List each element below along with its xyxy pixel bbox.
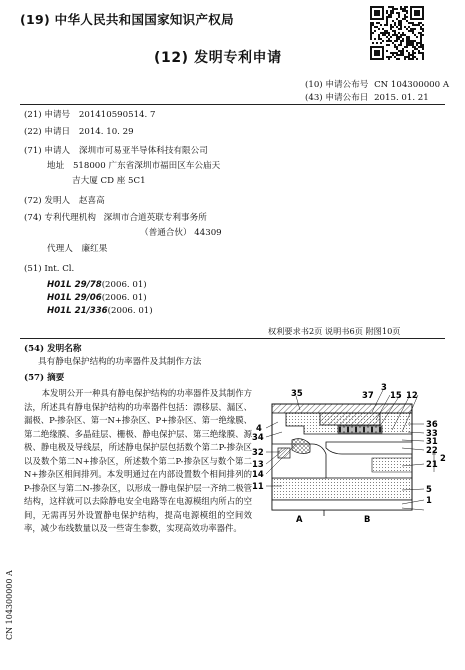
- label-33: 33: [426, 428, 438, 438]
- label-35: 35: [291, 388, 303, 398]
- inventor-label: (72) 发明人: [24, 196, 71, 206]
- label-31: 31: [426, 436, 438, 446]
- label-36: 36: [426, 419, 438, 429]
- label-2: 2: [440, 453, 446, 463]
- label-15: 15: [390, 390, 402, 400]
- pub-date-row: [305, 92, 429, 104]
- intcl-version: (2006. 01): [101, 293, 147, 303]
- agency-row: [24, 212, 207, 224]
- intcl-version: (2006. 01): [107, 306, 153, 316]
- agent-label: 代理人: [47, 244, 73, 254]
- applicant-name: 深圳市可易亚半导体科技有限公司: [78, 146, 208, 156]
- app-number-label: (21) 申请号: [24, 110, 71, 120]
- intcl-code: H01L 29/06: [47, 293, 102, 303]
- agency-line1: 深圳市合道英联专利事务所: [103, 213, 207, 223]
- page-summary: 权利要求书2页 说明书6页 附图10页: [268, 326, 401, 336]
- label-A: A: [296, 514, 303, 524]
- label-13: 13: [252, 459, 264, 469]
- invention-title: 具有静电保护结构的功率器件及其制作方法: [38, 357, 202, 367]
- office-name: (19) 中华人民共和国国家知识产权局: [20, 12, 234, 27]
- app-date-row: [24, 126, 134, 138]
- agency-label: (74) 专利代理机构: [24, 213, 96, 223]
- drain-region: [272, 500, 412, 510]
- label-5: 5: [426, 484, 432, 494]
- intcl-version: (2006. 01): [101, 280, 147, 290]
- intcl-code: H01L 21/336: [47, 306, 108, 316]
- pub-date: 2015. 01. 21: [374, 93, 429, 103]
- inventor-row: [24, 195, 105, 207]
- biblio-rule: [20, 338, 445, 339]
- p-minus-stripe: [355, 427, 357, 432]
- app-date: 2014. 10. 29: [78, 127, 134, 137]
- address-row: [47, 160, 220, 172]
- intcl-entry: [47, 305, 153, 317]
- abstract-body: [24, 387, 252, 536]
- applicant-row: [24, 145, 208, 157]
- label-3: 3: [381, 382, 387, 392]
- title-label: (54) 发明名称: [24, 344, 82, 354]
- p-minus-stripe: [363, 427, 365, 432]
- p-minus-stripe: [371, 427, 373, 432]
- label-B: B: [364, 514, 371, 524]
- app-number: 201410590514. 7: [78, 110, 156, 120]
- label-37: 37: [362, 390, 374, 400]
- esd-protection-layer: [338, 426, 382, 433]
- label-11: 11: [252, 481, 264, 491]
- intcl-label: (51) Int. Cl.: [24, 264, 75, 274]
- address-label: 地址: [47, 161, 65, 171]
- label-34: 34: [252, 432, 264, 442]
- n-plus-stripe: [367, 427, 369, 432]
- intcl-entry: [47, 292, 147, 304]
- abstract-label: (57) 摘要: [24, 373, 65, 383]
- label-21: 21: [426, 459, 438, 469]
- p-minus-stripe: [339, 427, 341, 432]
- drift-layer: [272, 478, 412, 500]
- label-1: 1: [426, 495, 432, 505]
- document-type: (12) 发明专利申请: [154, 50, 282, 66]
- qr-code: [370, 6, 424, 60]
- poly-layer: [326, 442, 412, 454]
- applicant-label: (71) 申请人: [24, 146, 71, 156]
- gate-electrode: [320, 413, 380, 425]
- label-4: 4: [256, 423, 262, 433]
- agent-name: 廉红果: [81, 244, 108, 254]
- n-plus-stripe: [375, 427, 377, 432]
- agent-row: [47, 243, 107, 255]
- label-22: 22: [426, 445, 438, 455]
- agency-line2: （普通合伙） 44309: [140, 228, 222, 238]
- field-region: [372, 458, 412, 472]
- intcl-code: H01L 29/78: [47, 280, 102, 290]
- n-plus-stripe: [351, 427, 353, 432]
- intcl-entry: [47, 279, 147, 291]
- address-line1: 518000 广东省深圳市福田区车公庙天: [72, 161, 221, 171]
- pub-number-row: [305, 79, 449, 91]
- abstract-text: 本发明公开一种具有静电保护结构的功率器件及其制作方法，所述具有静电保护结构的功率器件包括：漂移层、漏区、漏极、P-掺杂区、第一N+掺杂区、P+掺杂区、第一绝缘膜、第二绝缘膜、多晶硅层、栅极、静电保护层、第三绝缘膜、源极、静电极及导线层，所述静电保护层包括数个第二P-掺杂区以及数个第二N+掺杂区，所述数个第二P-掺杂区与数个第二N+掺杂区相间排列。本发明通过在内部设置数个相间排列的P-掺杂区与第二N-掺杂区，以形成一静电保护层一齐纳二极管结构，这样就可以去除静电安全电路等在电源模组内所占的空间，无需再另外设置静电保护结构，提高电源模组的空间效率，减少布线数量以及一些寄生参数，实现高效功率器件。: [24, 388, 252, 534]
- address-line2: 吉大厦 CD 座 5C1: [72, 176, 146, 186]
- n-plus-stripe: [343, 427, 345, 432]
- p-minus-stripe: [379, 427, 381, 432]
- device-cross-section: [252, 382, 452, 528]
- app-number-row: [24, 109, 155, 121]
- label-32: 32: [252, 447, 264, 457]
- pub-number-label: (10) 申请公布号: [305, 80, 369, 90]
- label-12: 12: [406, 390, 418, 400]
- pub-date-label: (43) 申请公布日: [305, 93, 369, 103]
- label-14: 14: [252, 469, 264, 479]
- pub-number: CN 104300000 A: [374, 80, 450, 90]
- n-plus-stripe: [359, 427, 361, 432]
- header-rule: [20, 104, 445, 105]
- inventor-name: 赵喜高: [78, 196, 105, 206]
- app-date-label: (22) 申请日: [24, 127, 71, 137]
- side-pub-number: CN 104300000 A: [5, 570, 14, 640]
- p-minus-stripe: [347, 427, 349, 432]
